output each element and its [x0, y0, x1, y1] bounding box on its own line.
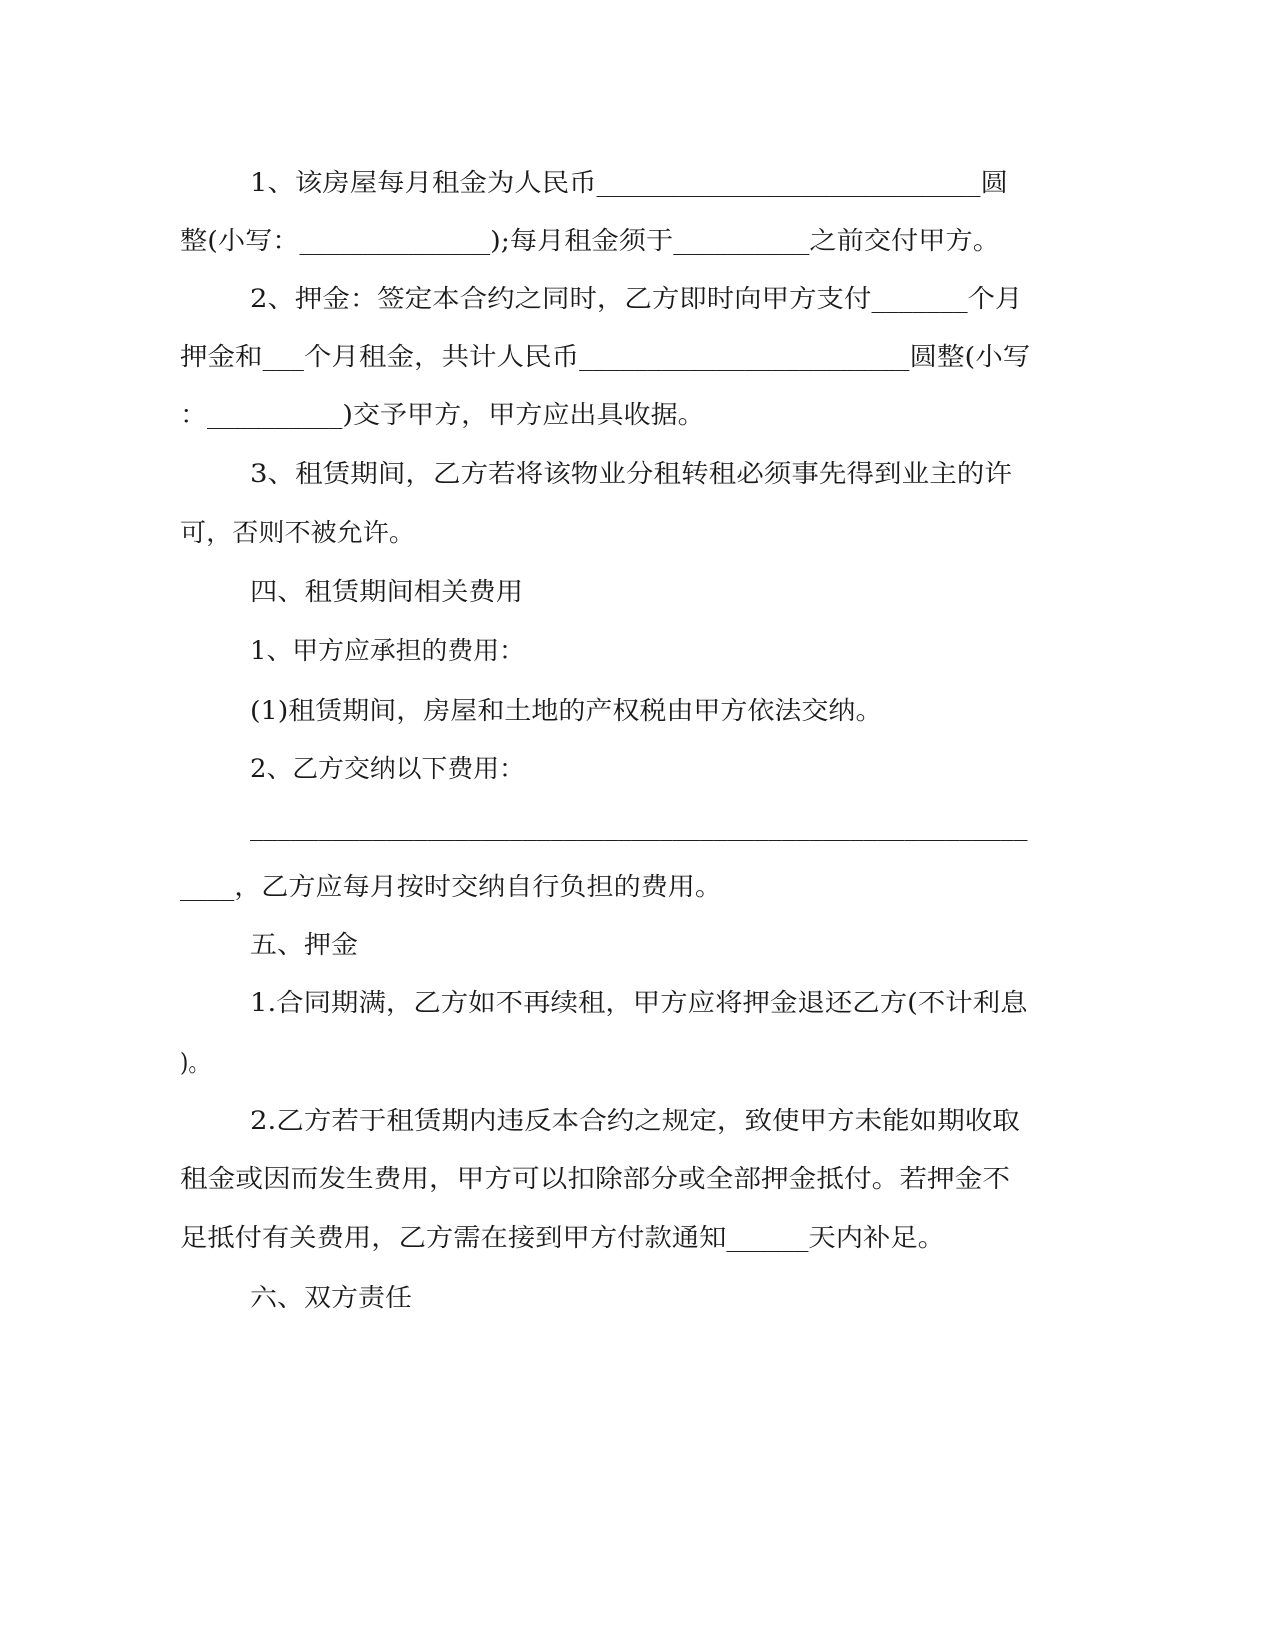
text-line: 1、该房屋每月租金为人民币____________________________圆: [250, 168, 1008, 197]
text-line: (1)租赁期间，房屋和土地的产权税由甲方依法交纳。: [250, 696, 883, 725]
text-line: ____，乙方应每月按时交纳自行负担的费用。: [180, 872, 723, 901]
text-line: 2、乙方交纳以下费用：: [250, 754, 525, 783]
text-line: ：__________)交予甲方，甲方应出具收据。: [180, 400, 705, 429]
text-line: 1、甲方应承担的费用：: [250, 636, 525, 665]
text-line: 足抵付有关费用，乙方需在接到甲方付款通知______天内补足。: [180, 1223, 946, 1252]
text-line: 可，否则不被允许。: [180, 518, 416, 547]
text-line: 2、押金：签定本合约之同时，乙方即时向甲方支付_______个月: [250, 284, 1023, 313]
section-heading: 六、双方责任: [250, 1283, 413, 1312]
text-line: 整(小写：______________);每月租金须于__________之前交付甲方。: [180, 226, 1000, 255]
text-line: 3、租赁期间，乙方若将该物业分租转租必须事先得到业主的许: [250, 459, 1012, 488]
text-line: 1.合同期满，乙方如不再续租，甲方应将押金退还乙方(不计利息: [250, 988, 1028, 1017]
text-line: )。: [180, 1048, 210, 1077]
text-line: 2.乙方若于租赁期内违反本合约之规定，致使甲方未能如期收取: [250, 1106, 1020, 1135]
section-heading: 四、租赁期间相关费用: [250, 577, 524, 606]
section-heading: 五、押金: [250, 930, 359, 959]
blank-fill-line: _________________________________________________________: [250, 812, 1028, 841]
text-line: 押金和___个月租金，共计人民币________________________圆整(小写: [180, 342, 1031, 371]
text-line: 租金或因而发生费用，甲方可以扣除部分或全部押金抵付。若押金不: [180, 1164, 1011, 1193]
